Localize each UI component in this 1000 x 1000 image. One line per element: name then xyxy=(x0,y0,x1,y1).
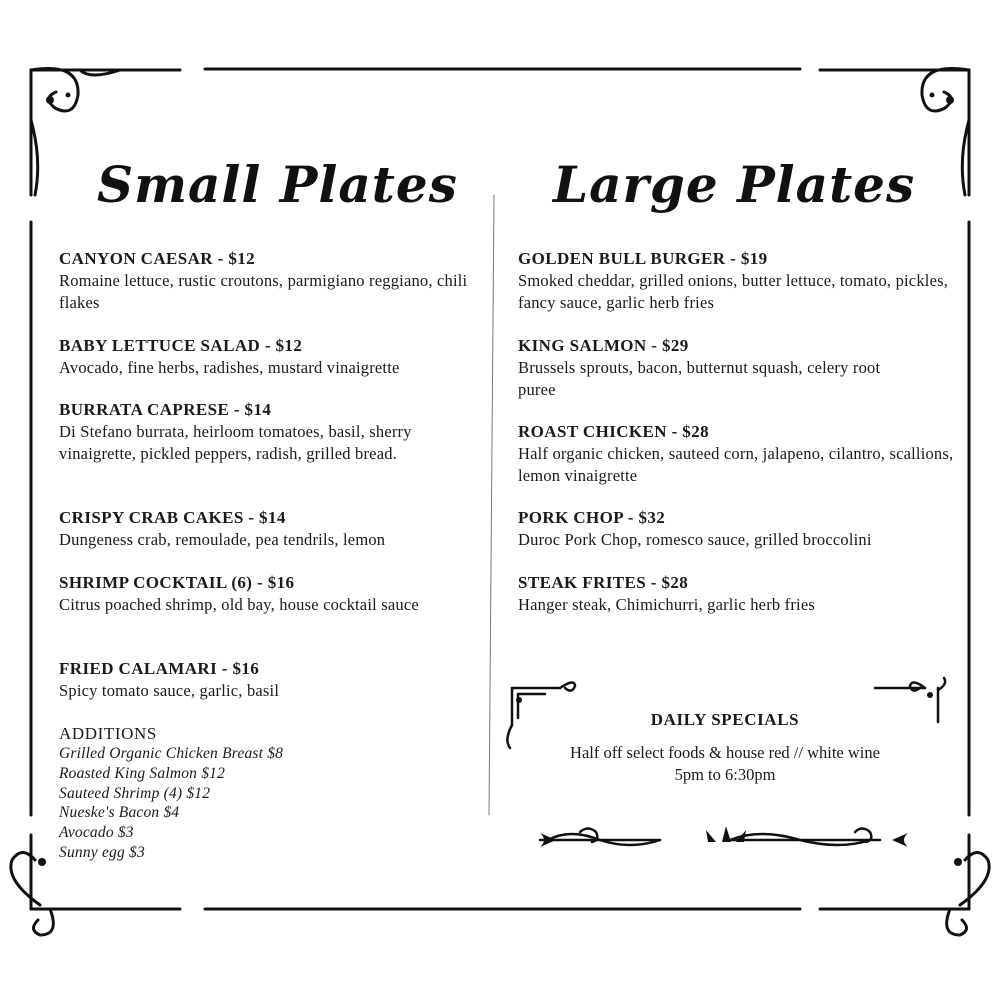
menu-item xyxy=(518,248,978,314)
item-description: Half organic chicken, sauteed corn, jalapeno, cilantro, scallions, lemon vinaigrette xyxy=(518,444,954,485)
section-title-small-plates: Small Plates xyxy=(97,155,458,214)
item-description: Citrus poached shrimp, old bay, house cocktail sauce xyxy=(59,595,419,614)
item-name: CRISPY CRAB CAKES - $14 xyxy=(59,508,286,527)
daily-specials xyxy=(500,710,950,786)
specials-line: Half off select foods & house red // white wine xyxy=(570,743,880,762)
item-description: Di Stefano burrata, heirloom tomatoes, basil, sherry vinaigrette, pickled peppers, radish, grilled bread. xyxy=(59,422,412,463)
item-name: BURRATA CAPRESE - $14 xyxy=(59,400,272,419)
item-description: Smoked cheddar, grilled onions, butter lettuce, tomato, pickles, fancy sauce, garlic herb fries xyxy=(518,271,949,312)
item-name: PORK CHOP - $32 xyxy=(518,508,666,527)
item-name: FRIED CALAMARI - $16 xyxy=(59,659,260,678)
menu-item xyxy=(59,572,484,616)
item-name: KING SALMON - $29 xyxy=(518,336,689,355)
specials-line: 5pm to 6:30pm xyxy=(674,765,776,784)
item-description: Duroc Pork Chop, romesco sauce, grilled broccolini xyxy=(518,530,872,549)
menu-item xyxy=(518,335,978,401)
item-name: CANYON CAESAR - $12 xyxy=(59,249,256,268)
specials-description xyxy=(500,742,950,786)
menu-item xyxy=(59,399,484,465)
addition-item: Grilled Organic Chicken Breast $8 xyxy=(59,745,284,762)
item-description: Spicy tomato sauce, garlic, basil xyxy=(59,681,280,700)
menu-item xyxy=(59,658,484,702)
item-description: Romaine lettuce, rustic croutons, parmigiano reggiano, chili flakes xyxy=(59,271,468,312)
additions-list xyxy=(59,724,484,863)
specials-title: DAILY SPECIALS xyxy=(650,710,800,729)
item-name: STEAK FRITES - $28 xyxy=(518,573,689,592)
item-description: Hanger steak, Chimichurri, garlic herb fries xyxy=(518,595,815,614)
menu-item xyxy=(59,507,484,551)
menu-item xyxy=(518,421,978,487)
item-name: ROAST CHICKEN - $28 xyxy=(518,422,710,441)
item-name: BABY LETTUCE SALAD - $12 xyxy=(59,336,303,355)
menu-item xyxy=(518,507,978,551)
item-description: Avocado, fine herbs, radishes, mustard vinaigrette xyxy=(59,358,400,377)
item-name: SHRIMP COCKTAIL (6) - $16 xyxy=(59,573,295,592)
addition-item: Sauteed Shrimp (4) $12 xyxy=(59,784,211,802)
item-description: Dungeness crab, remoulade, pea tendrils, lemon xyxy=(59,530,386,549)
addition-item: Roasted King Salmon $12 xyxy=(59,764,226,782)
addition-item: Nueske's Bacon $4 xyxy=(59,804,180,822)
section-title-large-plates: Large Plates xyxy=(553,155,916,214)
menu-item xyxy=(59,248,484,314)
menu-item xyxy=(59,335,484,379)
addition-item: Sunny egg $3 xyxy=(59,843,145,861)
menu-item xyxy=(518,572,978,616)
item-description: Brussels sprouts, bacon, butternut squash, celery root puree xyxy=(518,358,881,399)
item-name: GOLDEN BULL BURGER - $19 xyxy=(518,249,768,268)
addition-item: Avocado $3 xyxy=(59,824,134,842)
additions-title: ADDITIONS xyxy=(59,724,157,743)
